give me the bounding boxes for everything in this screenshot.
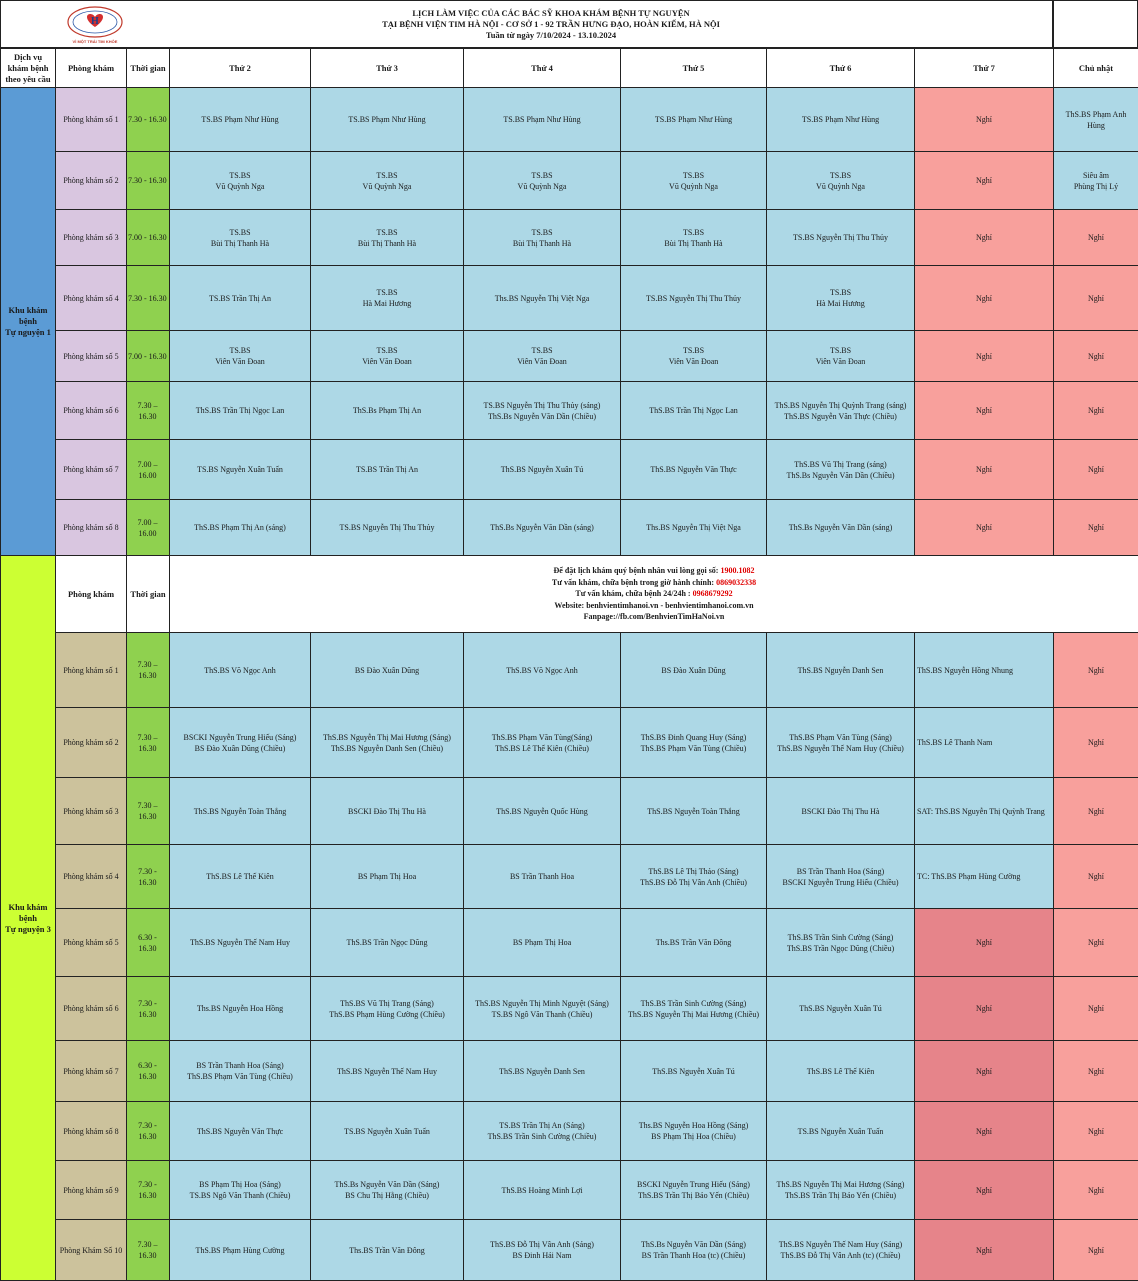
time-slot: 7.00 - 16.30 bbox=[126, 330, 170, 382]
svg-text:H: H bbox=[91, 16, 99, 27]
time-slot: 7.30 - 16.30 bbox=[126, 265, 170, 331]
off-day-cell: Nghỉ bbox=[914, 439, 1054, 500]
room-label: Phòng khám số 8 bbox=[55, 499, 127, 556]
booking-hotline: 1900.1082 bbox=[720, 566, 755, 576]
column-header-day: Thứ 5 bbox=[620, 48, 767, 88]
doctor-cell: ThS.BS Trần Thị Ngọc Lan bbox=[620, 381, 767, 440]
doctor-cell: ThS.BS Nguyễn Thị Minh Nguyệt (Sáng) TS.BS Ngô Văn Thanh (Chiều) bbox=[463, 976, 621, 1041]
off-day-cell: Nghỉ bbox=[914, 265, 1054, 331]
room-label: Phòng khám số 3 bbox=[55, 209, 127, 266]
office-hours-phone: 0869032338 bbox=[716, 577, 757, 587]
time-slot: 7.00 - 16.30 bbox=[126, 209, 170, 266]
doctor-cell: TS.BS Bùi Thị Thanh Hà bbox=[310, 209, 464, 266]
doctor-cell: ThS.BS Nguyễn Thế Nam Huy bbox=[169, 908, 311, 977]
doctor-cell: Ths.BS Nguyễn Thị Việt Nga bbox=[620, 499, 767, 556]
off-day-cell: Nghỉ bbox=[1053, 908, 1138, 977]
off-day-cell: Nghỉ bbox=[914, 87, 1054, 152]
room-label: Phòng khám số 1 bbox=[55, 632, 127, 708]
title-corner bbox=[1053, 0, 1138, 48]
doctor-cell: ThS.Bs Nguyễn Văn Dần (Sáng) BS Chu Thị Hằng (Chiều) bbox=[310, 1160, 464, 1220]
time-slot: 7.30 - 16.30 bbox=[126, 151, 170, 210]
doctor-cell: TS.BS Trần Thị An bbox=[310, 439, 464, 500]
doctor-cell: TS.BS Phạm Như Hùng bbox=[766, 87, 915, 152]
doctor-cell: Siêu âm Phùng Thị Lý bbox=[1053, 151, 1138, 210]
doctor-cell: TS.BS Bùi Thị Thanh Hà bbox=[169, 209, 311, 266]
doctor-cell: ThS.BS Nguyễn Danh Sen bbox=[766, 632, 915, 708]
off-day-cell: Nghỉ bbox=[1053, 1219, 1138, 1281]
off-day-cell: Nghỉ bbox=[1053, 844, 1138, 909]
off-day-cell: Nghỉ bbox=[914, 1219, 1054, 1281]
room-label: Phòng khám số 4 bbox=[55, 265, 127, 331]
off-day-cell: Nghỉ bbox=[1053, 265, 1138, 331]
doctor-cell: TS.BS Vũ Quỳnh Nga bbox=[169, 151, 311, 210]
time-slot: 7.30 – 16.30 bbox=[126, 777, 170, 845]
doctor-cell: ThS.BS Nguyễn Hồng Nhung bbox=[914, 632, 1054, 708]
doctor-cell: ThS.BS Phạm Văn Tùng(Sáng) ThS.BS Lê Thế Kiên (Chiều) bbox=[463, 707, 621, 778]
off-day-cell: Nghỉ bbox=[1053, 777, 1138, 845]
contact-info-panel bbox=[169, 555, 1138, 633]
doctor-cell: TS.BS Viên Văn Đoan bbox=[766, 330, 915, 382]
doctor-cell: BSCKI Đào Thị Thu Hà bbox=[310, 777, 464, 845]
doctor-cell: ThS.BS Vũ Thị Trang (Sáng) ThS.BS Phạm Hùng Cường (Chiều) bbox=[310, 976, 464, 1041]
doctor-cell: ThS.BS Nguyễn Văn Thực bbox=[620, 439, 767, 500]
doctor-cell: TS.BS Hà Mai Hương bbox=[310, 265, 464, 331]
time-slot: 7.30 – 16.30 bbox=[126, 707, 170, 778]
column-header-service: Dịch vụ khám bệnh theo yêu cầu bbox=[0, 48, 56, 88]
doctor-cell: BS Đào Xuân Dũng bbox=[310, 632, 464, 708]
doctor-cell: ThS.BS Nguyễn Thị Mai Hương (Sáng) ThS.BS Trần Thị Bảo Yến (Chiều) bbox=[766, 1160, 915, 1220]
room-label: Phòng khám số 9 bbox=[55, 1160, 127, 1220]
room-label: Phòng Khám Số 10 bbox=[55, 1219, 127, 1281]
off-day-cell: Nghỉ bbox=[1053, 381, 1138, 440]
off-day-cell: Nghỉ bbox=[914, 908, 1054, 977]
doctor-cell: TS.BS Hà Mai Hương bbox=[766, 265, 915, 331]
doctor-cell: ThS.BS Nguyễn Thế Nam Huy bbox=[310, 1040, 464, 1102]
doctor-cell: ThS.BS Vũ Thị Trang (sáng) ThS.Bs Nguyễn Văn Dần (Chiều) bbox=[766, 439, 915, 500]
doctor-cell: TS.BS Vũ Quỳnh Nga bbox=[766, 151, 915, 210]
room-label: Phòng khám số 1 bbox=[55, 87, 127, 152]
doctor-cell: BS Trần Thanh Hoa (Sáng) ThS.BS Phạm Văn Tùng (Chiều) bbox=[169, 1040, 311, 1102]
doctor-cell: ThS.BS Trần Sinh Cường (Sáng) ThS.BS Trần Ngọc Dũng (Chiều) bbox=[766, 908, 915, 977]
doctor-cell: TS.BS Phạm Như Hùng bbox=[463, 87, 621, 152]
doctor-cell: ThS.BS Lê Thị Thảo (Sáng) ThS.BS Đỗ Thị Vân Anh (Chiều) bbox=[620, 844, 767, 909]
doctor-cell: ThS.BS Trần Ngọc Dũng bbox=[310, 908, 464, 977]
time-slot: 7.30 - 16.30 bbox=[126, 976, 170, 1041]
room-label: Phòng khám số 6 bbox=[55, 976, 127, 1041]
doctor-cell: ThS.BS Nguyễn Toàn Thắng bbox=[620, 777, 767, 845]
room-label: Phòng khám số 5 bbox=[55, 908, 127, 977]
off-day-cell: Nghỉ bbox=[1053, 439, 1138, 500]
doctor-cell: ThS.BS Nguyễn Xuân Tú bbox=[766, 976, 915, 1041]
time-slot: 6.30 - 16.30 bbox=[126, 908, 170, 977]
doctor-cell: ThS.Bs Phạm Thị An bbox=[310, 381, 464, 440]
room-label: Phòng khám số 2 bbox=[55, 151, 127, 210]
doctor-cell: Ths.BS Trần Văn Đông bbox=[310, 1219, 464, 1281]
doctor-cell: TS.BS Viên Văn Đoan bbox=[310, 330, 464, 382]
doctor-cell: Ths.BS Nguyễn Hoa Hồng (Sáng) BS Phạm Thị Hoa (Chiều) bbox=[620, 1101, 767, 1161]
room-label: Phòng khám số 7 bbox=[55, 1040, 127, 1102]
zone-3-room-header: Phòng khám bbox=[55, 555, 127, 633]
doctor-cell: ThS.BS Lê Thế Kiên bbox=[169, 844, 311, 909]
doctor-cell: ThS.BS Trần Sinh Cường (Sáng) ThS.BS Nguyễn Thị Mai Hương (Chiều) bbox=[620, 976, 767, 1041]
title-line-3: Tuần từ ngày 7/10/2024 - 13.10.2024 bbox=[485, 30, 617, 40]
doctor-cell: TS.BS Nguyễn Thị Thu Thủy bbox=[620, 265, 767, 331]
doctor-cell: BS Đào Xuân Dũng bbox=[620, 632, 767, 708]
doctor-cell: ThS.BS Nguyễn Toàn Thắng bbox=[169, 777, 311, 845]
doctor-cell: Ths.BS Nguyễn Hoa Hồng bbox=[169, 976, 311, 1041]
doctor-cell: TS.BS Trần Thị An bbox=[169, 265, 311, 331]
doctor-cell: TS.BS Nguyễn Thị Thu Thủy (sáng) ThS.Bs Nguyễn Văn Dần (Chiều) bbox=[463, 381, 621, 440]
doctor-cell: BSCKI Nguyễn Trung Hiếu (Sáng) BS Đào Xuân Dũng (Chiều) bbox=[169, 707, 311, 778]
zone-3-time-header: Thời gian bbox=[126, 555, 170, 633]
title-line-2: TẠI BỆNH VIỆN TIM HÀ NỘI - CƠ SỞ 1 - 92 TRẦN HƯNG ĐẠO, HOÀN KIẾM, HÀ NỘI bbox=[382, 19, 720, 29]
doctor-cell: TS.BS Nguyễn Thị Thu Thủy bbox=[766, 209, 915, 266]
doctor-cell: ThS.BS Nguyễn Thị Mai Hương (Sáng) ThS.BS Nguyễn Danh Sen (Chiều) bbox=[310, 707, 464, 778]
off-day-cell: Nghỉ bbox=[1053, 209, 1138, 266]
off-day-cell: Nghỉ bbox=[1053, 330, 1138, 382]
time-slot: 7.30 – 16.30 bbox=[126, 632, 170, 708]
time-slot: 7.30 - 16.30 bbox=[126, 844, 170, 909]
off-day-cell: Nghỉ bbox=[1053, 707, 1138, 778]
doctor-cell: ThS.Bs Nguyễn Văn Dần (sáng) bbox=[766, 499, 915, 556]
time-slot: 7.00 – 16.00 bbox=[126, 439, 170, 500]
column-header-day: Thứ 4 bbox=[463, 48, 621, 88]
doctor-cell: TS.BS Vũ Quỳnh Nga bbox=[463, 151, 621, 210]
doctor-cell: ThS.BS Phạm Văn Tùng (Sáng) ThS.BS Nguyễn Thế Nam Huy (Chiều) bbox=[766, 707, 915, 778]
doctor-cell: BS Trần Thanh Hoa (Sáng) BSCKI Nguyễn Trung Hiếu (Chiều) bbox=[766, 844, 915, 909]
doctor-cell: ThS.BS Đỗ Thị Vân Anh (Sáng) BS Đinh Hải Nam bbox=[463, 1219, 621, 1281]
fanpage-text: Fanpage://fb.com/BenhvienTimHaNoi.vn bbox=[583, 612, 725, 622]
off-day-cell: Nghỉ bbox=[1053, 1101, 1138, 1161]
doctor-cell: ThS.BS Phạm Anh Hùng bbox=[1053, 87, 1138, 152]
time-slot: 7.30 – 16.30 bbox=[126, 381, 170, 440]
doctor-cell: TS.BS Nguyễn Thị Thu Thủy bbox=[310, 499, 464, 556]
doctor-cell: ThS.BS Nguyễn Xuân Tú bbox=[463, 439, 621, 500]
room-label: Phòng khám số 2 bbox=[55, 707, 127, 778]
24h-label: Tư vấn khám, chữa bệnh 24/24h : bbox=[575, 589, 693, 599]
doctor-cell: BS Trần Thanh Hoa bbox=[463, 844, 621, 909]
doctor-cell: TS.BS Phạm Như Hùng bbox=[620, 87, 767, 152]
doctor-cell: ThS.BS Nguyễn Thị Quỳnh Trang (sáng) ThS.BS Nguyễn Văn Thực (Chiều) bbox=[766, 381, 915, 440]
doctor-cell: ThS.BS Trần Thị Ngọc Lan bbox=[169, 381, 311, 440]
doctor-cell: ThS.BS Nguyễn Danh Sen bbox=[463, 1040, 621, 1102]
doctor-cell: ThS.BS Hoàng Minh Lợi bbox=[463, 1160, 621, 1220]
time-slot: 7.30 - 16.30 bbox=[126, 1101, 170, 1161]
doctor-cell: BS Phạm Thị Hoa bbox=[310, 844, 464, 909]
doctor-cell: BS Phạm Thị Hoa (Sáng) TS.BS Ngô Văn Thanh (Chiều) bbox=[169, 1160, 311, 1220]
off-day-cell: Nghỉ bbox=[914, 499, 1054, 556]
doctor-cell: TS.BS Bùi Thị Thanh Hà bbox=[463, 209, 621, 266]
off-day-cell: Nghỉ bbox=[914, 209, 1054, 266]
off-day-cell: Nghỉ bbox=[1053, 1160, 1138, 1220]
doctor-cell: ThS.Bs Nguyễn Văn Dần (Sáng) BS Trần Thanh Hoa (tc) (Chiều) bbox=[620, 1219, 767, 1281]
off-day-cell: Nghỉ bbox=[914, 1101, 1054, 1161]
off-day-cell: Nghỉ bbox=[914, 1160, 1054, 1220]
doctor-cell: Ths.BS Trần Văn Đông bbox=[620, 908, 767, 977]
office-hours-label: Tư vấn khám, chữa bệnh trong giờ hành chính: bbox=[551, 577, 717, 587]
doctor-cell: TS.BS Nguyễn Xuân Tuấn bbox=[169, 439, 311, 500]
doctor-cell: BS Phạm Thị Hoa bbox=[463, 908, 621, 977]
room-label: Phòng khám số 3 bbox=[55, 777, 127, 845]
off-day-cell: Nghỉ bbox=[1053, 499, 1138, 556]
column-header-day: Thứ 2 bbox=[169, 48, 311, 88]
doctor-cell: SAT: ThS.BS Nguyễn Thị Quỳnh Trang bbox=[914, 777, 1054, 845]
doctor-cell: TS.BS Nguyễn Xuân Tuấn bbox=[310, 1101, 464, 1161]
time-slot: 7.00 – 16.00 bbox=[126, 499, 170, 556]
doctor-cell: ThS.BS Lê Thanh Nam bbox=[914, 707, 1054, 778]
column-header-day: Thứ 3 bbox=[310, 48, 464, 88]
time-slot: 7.30 – 16.30 bbox=[126, 1219, 170, 1281]
off-day-cell: Nghỉ bbox=[1053, 632, 1138, 708]
doctor-cell: TS.BS Vũ Quỳnh Nga bbox=[620, 151, 767, 210]
column-header-day: Chủ nhật bbox=[1053, 48, 1138, 88]
off-day-cell: Nghỉ bbox=[1053, 1040, 1138, 1102]
doctor-cell: TS.BS Phạm Như Hùng bbox=[169, 87, 311, 152]
doctor-cell: TS.BS Phạm Như Hùng bbox=[310, 87, 464, 152]
title-line-1: LỊCH LÀM VIỆC CỦA CÁC BÁC SỸ KHOA KHÁM BỆNH TỰ NGUYỆN bbox=[412, 8, 690, 18]
zone-1-label: Khu khám bệnh Tự nguyện 1 bbox=[0, 87, 56, 556]
doctor-cell: ThS.BS Võ Ngọc Anh bbox=[463, 632, 621, 708]
off-day-cell: Nghỉ bbox=[914, 330, 1054, 382]
room-label: Phòng khám số 6 bbox=[55, 381, 127, 440]
24h-phone: 0968679292 bbox=[692, 589, 733, 599]
doctor-cell: TS.BS Viên Văn Đoan bbox=[169, 330, 311, 382]
doctor-cell: ThS.BS Đinh Quang Huy (Sáng) ThS.BS Phạm Văn Tùng (Chiều) bbox=[620, 707, 767, 778]
column-header-day: Thứ 6 bbox=[766, 48, 915, 88]
room-label: Phòng khám số 8 bbox=[55, 1101, 127, 1161]
room-label: Phòng khám số 5 bbox=[55, 330, 127, 382]
doctor-cell: ThS.BS Phạm Hùng Cường bbox=[169, 1219, 311, 1281]
time-slot: 7.30 - 16.30 bbox=[126, 87, 170, 152]
title-block bbox=[0, 0, 1053, 48]
off-day-cell: Nghỉ bbox=[914, 976, 1054, 1041]
doctor-cell: ThS.BS Phạm Thị An (sáng) bbox=[169, 499, 311, 556]
doctor-cell: TS.BS Vũ Quỳnh Nga bbox=[310, 151, 464, 210]
doctor-cell: BSCKI Nguyễn Trung Hiếu (Sáng) ThS.BS Trần Thị Bảo Yến (Chiều) bbox=[620, 1160, 767, 1220]
zone-3-label: Khu khám bệnh Tự nguyện 3 bbox=[0, 555, 56, 1281]
column-header-day: Thứ 7 bbox=[914, 48, 1054, 88]
doctor-cell: TS.BS Nguyễn Xuân Tuấn bbox=[766, 1101, 915, 1161]
booking-label: Để đặt lịch khám quý bệnh nhân vui lòng gọi số: bbox=[553, 566, 721, 576]
room-label: Phòng khám số 7 bbox=[55, 439, 127, 500]
svg-text:VÌ MỘT TRÁI TIM KHỎE: VÌ MỘT TRÁI TIM KHỎE bbox=[72, 39, 118, 44]
room-label: Phòng khám số 4 bbox=[55, 844, 127, 909]
doctor-cell: TC: ThS.BS Phạm Hùng Cường bbox=[914, 844, 1054, 909]
column-header-room: Phòng khám bbox=[55, 48, 127, 88]
doctor-cell: TS.BS Viên Văn Đoan bbox=[463, 330, 621, 382]
doctor-cell: ThS.Bs Nguyễn Văn Dần (sáng) bbox=[463, 499, 621, 556]
column-header-time: Thời gian bbox=[126, 48, 170, 88]
doctor-cell: ThS.BS Võ Ngọc Anh bbox=[169, 632, 311, 708]
doctor-cell: BSCKI Đào Thị Thu Hà bbox=[766, 777, 915, 845]
doctor-cell: ThS.BS Nguyễn Xuân Tú bbox=[620, 1040, 767, 1102]
doctor-cell: TS.BS Bùi Thị Thanh Hà bbox=[620, 209, 767, 266]
doctor-cell: TS.BS Viên Văn Đoan bbox=[620, 330, 767, 382]
doctor-cell: ThS.BS Nguyễn Văn Thực bbox=[169, 1101, 311, 1161]
off-day-cell: Nghỉ bbox=[914, 381, 1054, 440]
doctor-cell: Ths.BS Nguyễn Thị Việt Nga bbox=[463, 265, 621, 331]
doctor-cell: TS.BS Trần Thị An (Sáng) ThS.BS Trần Sinh Cường (Chiều) bbox=[463, 1101, 621, 1161]
doctor-cell: ThS.BS Nguyễn Thế Nam Huy (Sáng) ThS.BS Đỗ Thị Vân Anh (tc) (Chiều) bbox=[766, 1219, 915, 1281]
off-day-cell: Nghỉ bbox=[914, 151, 1054, 210]
off-day-cell: Nghỉ bbox=[1053, 976, 1138, 1041]
doctor-cell: ThS.BS Nguyễn Quốc Hùng bbox=[463, 777, 621, 845]
off-day-cell: Nghỉ bbox=[914, 1040, 1054, 1102]
time-slot: 6.30 - 16.30 bbox=[126, 1040, 170, 1102]
doctor-cell: ThS.BS Lê Thế Kiên bbox=[766, 1040, 915, 1102]
time-slot: 7.30 - 16.30 bbox=[126, 1160, 170, 1220]
hospital-logo bbox=[65, 5, 125, 45]
website-text: Website: benhvientimhanoi.vn - benhvientimhanoi.com.vn bbox=[554, 600, 754, 610]
